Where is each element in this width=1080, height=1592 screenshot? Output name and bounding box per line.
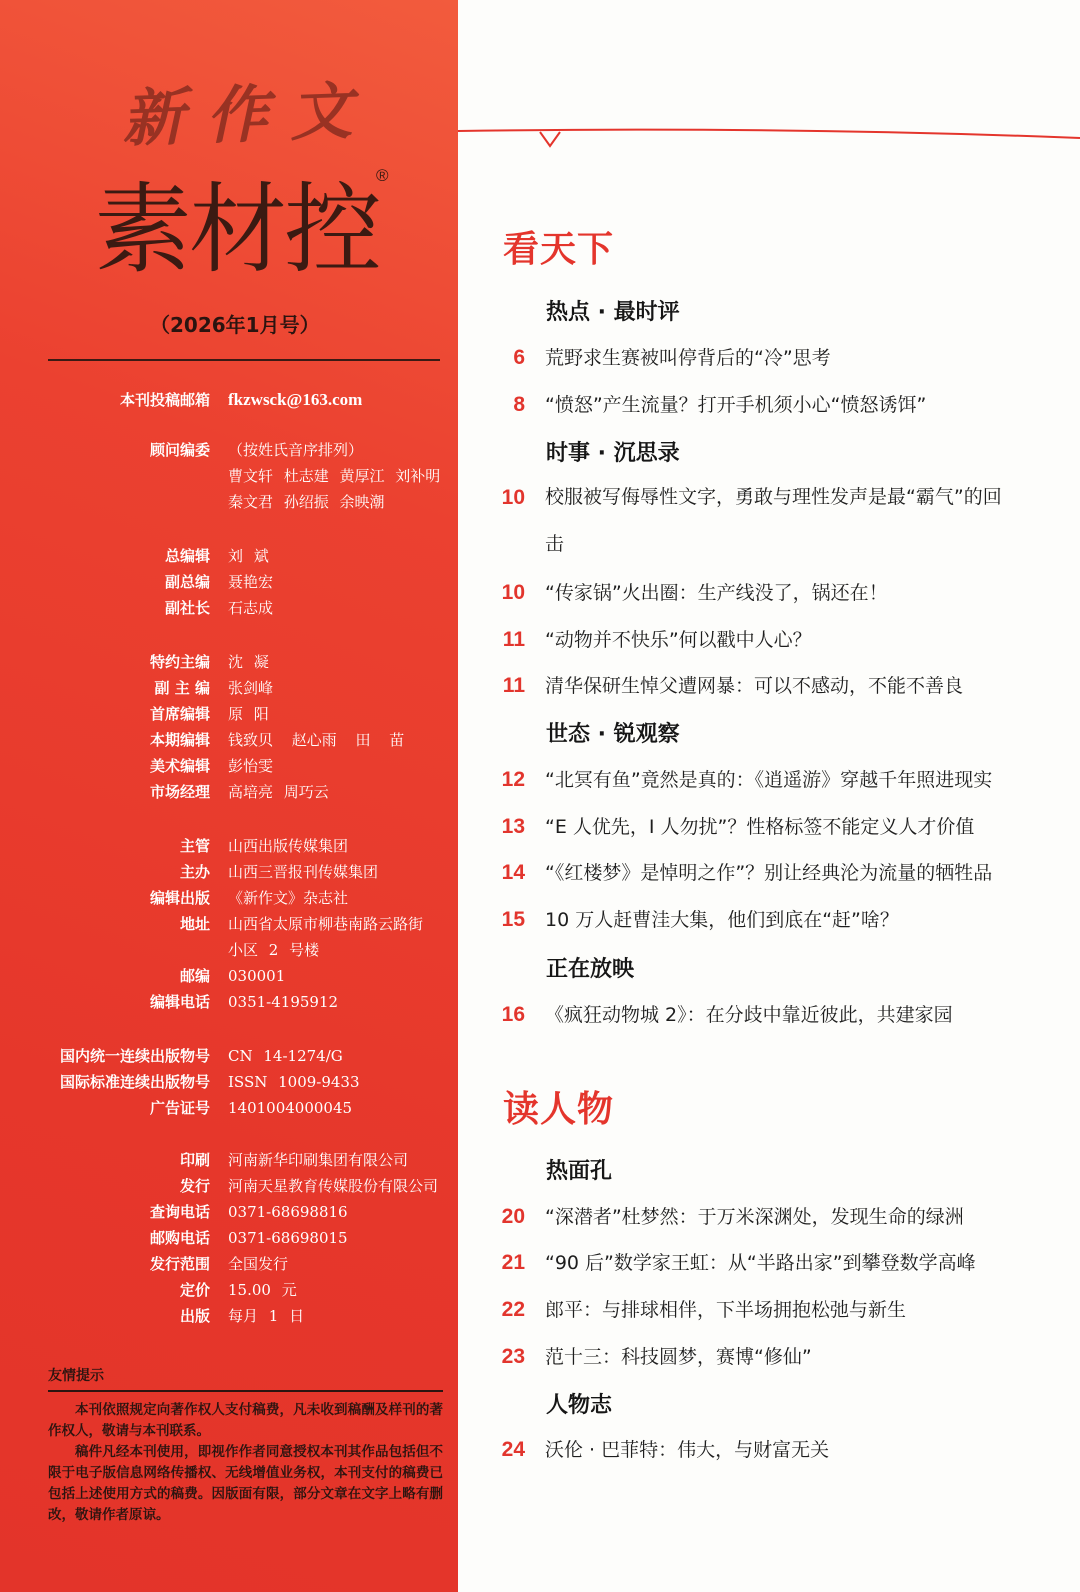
toc-page-number: 23	[501, 1345, 525, 1368]
toc-page-number: 20	[501, 1205, 525, 1228]
credit-row	[0, 463, 458, 489]
credit-label: 编辑出版	[149, 889, 210, 907]
credit-row	[0, 1147, 458, 1173]
credit-label: 副 主 编	[154, 679, 210, 697]
credit-label: 主办	[179, 863, 210, 881]
masthead-divider	[48, 359, 440, 361]
toc-page-number: 24	[501, 1438, 525, 1461]
credit-label: 副总编	[164, 573, 210, 591]
credit-label: 副社长	[164, 599, 210, 617]
credit-label: 邮编	[179, 967, 210, 985]
toc-item-title: 《疯狂动物城 2》：在分歧中靠近彼此，共建家园	[545, 1004, 953, 1026]
toc-item	[458, 666, 1080, 706]
credit-value: 030001	[228, 967, 286, 985]
credit-row	[0, 1043, 458, 1069]
toc-page-number: 8	[513, 393, 525, 416]
credit-row	[0, 1303, 458, 1329]
toc-item	[458, 995, 1080, 1035]
toc-subsection-title: 人物志	[546, 1393, 613, 1418]
credit-value: 河南新华印刷集团有限公司	[228, 1151, 409, 1169]
credit-value: 山西省太原市柳巷南路云路街	[228, 915, 424, 933]
toc-subsection-title: 正在放映	[546, 957, 635, 982]
credit-label: 定价	[179, 1281, 210, 1299]
notice-paragraph: 稿件凡经本刊使用，即视作作者同意授权本刊其作品包括但不限于电子版信息网络传播权、无线增值业务权，本刊支付的稿费已包括上述使用方式的稿费。因版面有限，部分文章在文字上略有删改，敬请作者原谅。	[48, 1444, 443, 1523]
toc-item	[458, 853, 1080, 893]
credit-row	[0, 989, 458, 1015]
toc-item	[458, 620, 1080, 660]
credit-row	[0, 675, 458, 701]
credit-row	[0, 1095, 458, 1121]
brand-script-logo: 新作文	[120, 73, 376, 156]
credit-label: 本刊投稿邮箱	[119, 391, 210, 409]
toc-subsection-title: 时事 · 沉思录	[546, 441, 680, 466]
leadership-group	[0, 543, 458, 621]
credit-row	[0, 727, 458, 753]
credit-label: 发行	[179, 1177, 210, 1195]
credit-value: 15.00 元	[228, 1281, 297, 1299]
credit-row	[0, 1277, 458, 1303]
registration-group	[0, 1043, 458, 1121]
chevron-marker-icon	[540, 132, 560, 146]
credit-label-spacer	[0, 489, 210, 515]
credit-row	[0, 1199, 458, 1225]
credit-label: 特约主编	[149, 653, 210, 671]
toc-page-number: 6	[513, 346, 525, 369]
publisher-group	[0, 833, 458, 1015]
submission-email: fkzwsck@163.com	[228, 390, 363, 409]
credit-label-spacer	[0, 463, 210, 489]
issue-date: （2026年1月号）	[150, 313, 320, 337]
credit-value: ISSN 1009-9433	[228, 1073, 360, 1091]
credit-row	[0, 779, 458, 805]
toc-page-number: 21	[501, 1251, 525, 1274]
credit-row	[0, 437, 458, 463]
credit-row	[0, 911, 458, 937]
table-of-contents	[458, 0, 1080, 1592]
toc-page-number: 22	[501, 1298, 525, 1321]
credit-row	[0, 701, 458, 727]
credit-row	[0, 1251, 458, 1277]
credit-label: 出版	[179, 1307, 210, 1325]
credit-value: 山西出版传媒集团	[228, 837, 349, 855]
toc-item	[458, 1290, 1080, 1330]
toc-item-title: 郎平：与排球相伴，下半场拥抱松弛与新生	[545, 1299, 907, 1321]
credit-value: 钱致贝 赵心雨 田 苗	[228, 731, 405, 749]
toc-page-number: 15	[501, 908, 525, 931]
toc-item-title: 范十三：科技圆梦，赛博“修仙”	[545, 1346, 812, 1368]
credit-label: 国内统一连续出版物号	[59, 1047, 210, 1065]
credit-row	[0, 753, 458, 779]
credit-row	[0, 489, 458, 515]
credit-row	[0, 963, 458, 989]
toc-page-number: 10	[501, 486, 525, 509]
toc-page-number: 11	[502, 628, 525, 651]
credit-label: 发行范围	[149, 1255, 210, 1273]
toc-page-number: 12	[501, 768, 525, 791]
toc-item-title: 沃伦 · 巴菲特：伟大，与财富无关	[545, 1439, 830, 1461]
credit-row	[0, 569, 458, 595]
credit-label: 广告证号	[149, 1099, 210, 1117]
toc-item-title: “深潜者”杜梦然：于万米深渊处，发现生命的绿洲	[545, 1206, 964, 1228]
credit-label: 邮购电话	[149, 1229, 210, 1247]
toc-item	[458, 900, 1080, 940]
toc-item-title: “传家锅”火出圈：生产线没了，锅还在！	[545, 582, 888, 604]
credit-value: 1401004000045	[228, 1099, 353, 1117]
toc-item	[458, 1243, 1080, 1283]
toc-page-number: 10	[501, 581, 525, 604]
credit-row	[0, 1173, 458, 1199]
credit-value: 山西三晋报刊传媒集团	[228, 863, 379, 881]
credit-label: 总编辑	[164, 547, 210, 565]
credit-label: 美术编辑	[149, 757, 210, 775]
credit-row	[0, 387, 458, 413]
toc-subsection-title: 热点 · 最时评	[546, 300, 680, 325]
credit-value: 《新作文》杂志社	[228, 889, 349, 907]
credit-label: 地址	[179, 915, 210, 933]
credit-label: 印刷	[179, 1151, 210, 1169]
toc-item	[458, 474, 1080, 568]
registered-mark: ®	[376, 166, 389, 185]
friendly-notice	[48, 1364, 443, 1526]
advisors-group	[0, 437, 458, 515]
magazine-title: 素材控	[94, 173, 380, 287]
credit-value: 秦文君 孙绍振 余映潮	[228, 493, 385, 511]
toc-item	[458, 1430, 1080, 1470]
toc-item	[458, 338, 1080, 378]
credit-value: 0371-68698015	[228, 1229, 348, 1247]
credit-row	[0, 859, 458, 885]
credit-value: 河南天星教育传媒股份有限公司	[228, 1177, 439, 1195]
credit-value: 沈 凝	[228, 653, 269, 671]
credit-value: 全国发行	[228, 1255, 289, 1273]
toc-item-title: “E 人优先，I 人勿扰”？性格标签不能定义人才价值	[545, 816, 975, 838]
credit-label-spacer	[0, 937, 210, 963]
credit-label: 国际标准连续出版物号	[59, 1073, 210, 1091]
toc-item	[458, 1337, 1080, 1377]
credit-value: 小区 2 号楼	[228, 941, 320, 959]
toc-item	[458, 573, 1080, 613]
credit-value: 原 阳	[228, 705, 269, 723]
submission-email-group	[0, 387, 458, 413]
toc-item	[458, 760, 1080, 800]
credit-value: 聂艳宏	[228, 573, 274, 591]
distribution-group	[0, 1147, 458, 1329]
toc-item-title: “北冥有鱼”竟然是真的：《逍遥游》穿越千年照进现实	[545, 769, 993, 791]
toc-item	[458, 807, 1080, 847]
toc-subsection-title: 热面孔	[546, 1159, 613, 1184]
credit-value: 高培亮 周巧云	[228, 783, 329, 801]
toc-page-number: 13	[501, 815, 525, 838]
toc-item-title: 校服被写侮辱性文字，勇敢与理性发声是最“霸气”的回击	[545, 486, 1002, 555]
toc-page-number: 14	[501, 861, 525, 884]
credit-row	[0, 649, 458, 675]
credit-row	[0, 833, 458, 859]
credit-row	[0, 1225, 458, 1251]
toc-item-title: 荒野求生赛被叫停背后的“冷”思考	[545, 347, 831, 369]
credit-label: 主管	[179, 837, 210, 855]
credit-row	[0, 937, 458, 963]
notice-title: 友情提示	[48, 1364, 443, 1392]
toc-item	[458, 1197, 1080, 1237]
toc-item	[458, 385, 1080, 425]
toc-section-title: 看天下	[503, 229, 615, 270]
credit-value: 0371-68698816	[228, 1203, 348, 1221]
credit-row	[0, 595, 458, 621]
credit-value: 刘 斌	[228, 547, 269, 565]
credit-label: 首席编辑	[149, 705, 210, 723]
toc-item-title: 10 万人赶曹洼大集，他们到底在“赶”啥？	[545, 909, 899, 931]
credit-label: 本期编辑	[149, 731, 210, 749]
credit-value: 石志成	[228, 599, 274, 617]
credit-label: 顾问编委	[149, 441, 210, 459]
toc-item-title: “《红楼梦》是悼明之作”？别让经典沦为流量的牺牲品	[545, 862, 993, 884]
toc-item-title: “90 后”数学家王虹：从“半路出家”到攀登数学高峰	[545, 1252, 976, 1274]
notice-paragraph: 本刊依照规定向著作权人支付稿费，凡未收到稿酬及样刊的著作权人，敬请与本刊联系。	[48, 1402, 443, 1439]
credit-row	[0, 1069, 458, 1095]
credit-value: 张剑峰	[228, 679, 274, 697]
credit-label: 市场经理	[149, 783, 210, 801]
credit-row	[0, 885, 458, 911]
credit-value: CN 14-1274/G	[228, 1047, 343, 1065]
credit-row	[0, 543, 458, 569]
toc-page-number: 11	[502, 674, 525, 697]
header-rule	[458, 0, 1080, 160]
credit-value: 彭怡雯	[228, 757, 274, 775]
editors-group	[0, 649, 458, 805]
toc-item-title: “愤怒”产生流量？打开手机须小心“愤怒诱饵”	[545, 394, 927, 416]
credit-value: （按姓氏音序排列）	[228, 441, 364, 459]
credit-value: 每月 1 日	[228, 1307, 305, 1325]
toc-item-title: “动物并不快乐”何以戳中人心？	[545, 629, 812, 651]
credit-value: 0351-4195912	[228, 993, 339, 1011]
masthead-panel	[0, 0, 458, 1592]
credit-label: 查询电话	[149, 1203, 210, 1221]
toc-page-number: 16	[501, 1003, 525, 1026]
toc-item-title: 清华保研生悼父遭网暴：可以不感动，不能不善良	[545, 675, 964, 697]
credit-value: 曹文轩 杜志建 黄厚江 刘补明	[228, 467, 441, 485]
credit-label: 编辑电话	[149, 993, 210, 1011]
toc-section-title: 读人物	[503, 1089, 615, 1130]
toc-subsection-title: 世态 · 锐观察	[546, 722, 680, 747]
